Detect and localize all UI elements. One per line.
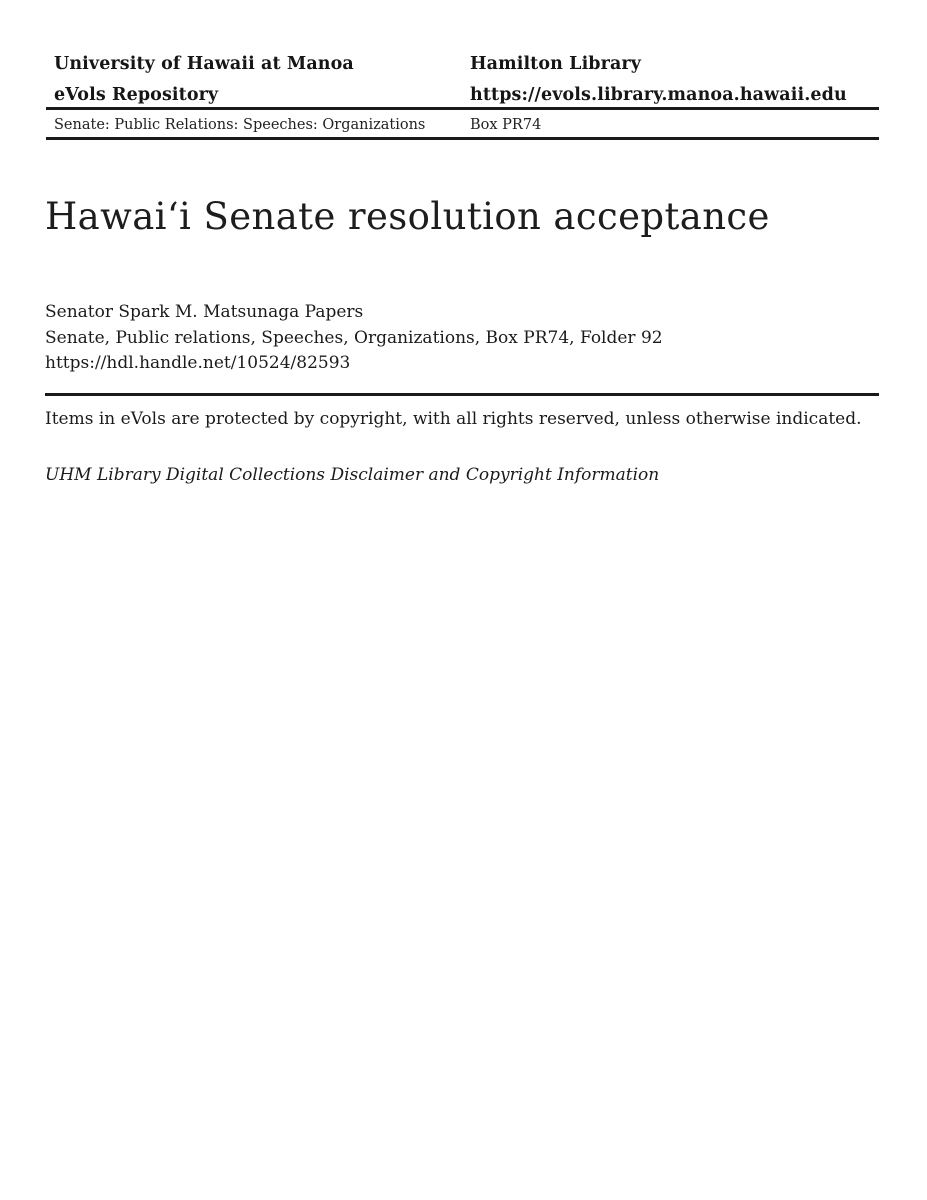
collection-name-line: Senator Spark M. Matsunaga Papers bbox=[45, 302, 364, 322]
repository-url[interactable]: https://evols.library.manoa.hawaii.edu bbox=[470, 85, 847, 105]
breadcrumb: Senate: Public Relations: Speeches: Organizations bbox=[54, 117, 426, 133]
copyright-notice: Items in eVols are protected by copyright, with all rights reserved, unless otherwise indicated. bbox=[45, 409, 862, 429]
collection-location-line: Senate, Public relations, Speeches, Organizations, Box PR74, Folder 92 bbox=[45, 327, 663, 348]
handle-url[interactable]: https://hdl.handle.net/10524/82593 bbox=[45, 353, 351, 373]
header-divider-top bbox=[46, 107, 879, 110]
repository-name: eVols Repository bbox=[54, 85, 219, 105]
footer-divider bbox=[45, 393, 879, 396]
header-divider-bottom bbox=[46, 137, 879, 140]
page-title: Hawaiʻi Senate resolution acceptance bbox=[45, 195, 770, 238]
institution-name: University of Hawaii at Manoa bbox=[54, 54, 354, 74]
box-label: Box PR74 bbox=[470, 117, 542, 133]
disclaimer-link[interactable]: UHM Library Digital Collections Disclaimer and Copyright Information bbox=[45, 465, 660, 485]
library-name: Hamilton Library bbox=[470, 54, 641, 74]
collection-info bbox=[45, 300, 663, 377]
